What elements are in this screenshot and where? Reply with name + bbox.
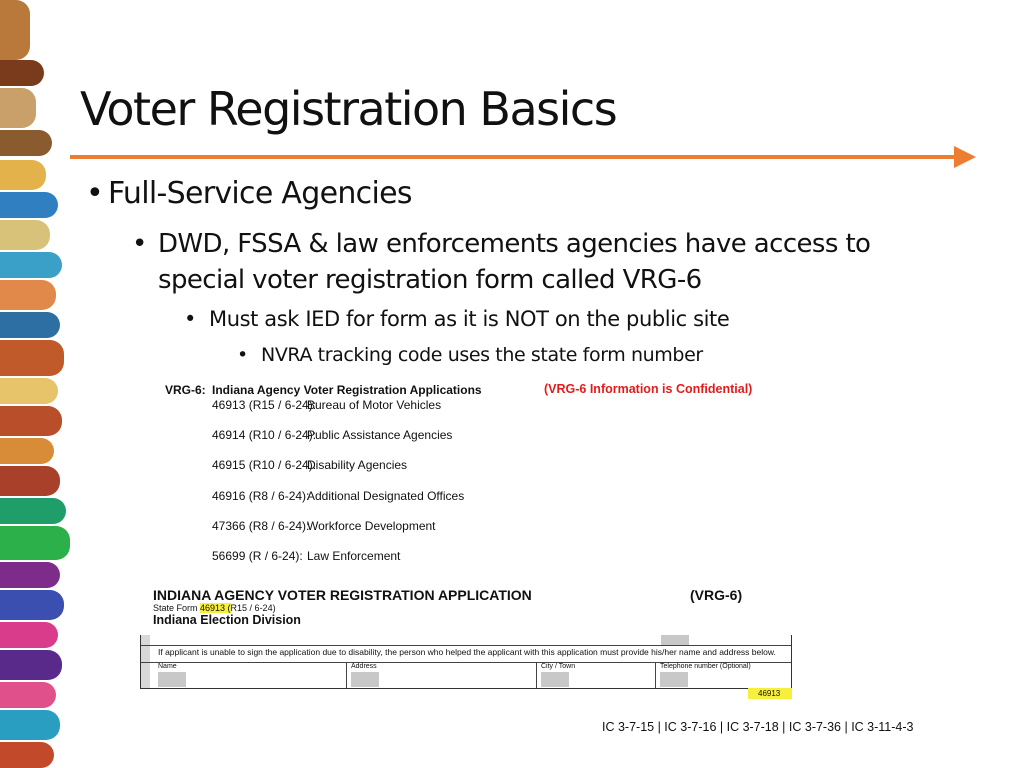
bullet-level-3: [184, 307, 729, 331]
state-form-number: [153, 603, 276, 613]
column-divider: [655, 663, 656, 688]
bullet-dot-icon: •: [237, 344, 248, 366]
form-code-label: (VRG-6): [690, 587, 743, 603]
agency-name: Disability Agencies: [307, 458, 408, 472]
highlighted-form-number: 46913 (: [200, 603, 231, 613]
agency-name: Public Assistance Agencies: [307, 428, 453, 442]
vrg6-form-header-image: [140, 585, 792, 705]
bullet-text: NVRA tracking code uses the state form number: [261, 344, 703, 366]
vrg6-form-list-image: [160, 380, 780, 570]
helper-info-table: [140, 635, 792, 689]
election-division: Indiana Election Division: [153, 613, 301, 627]
bullet-text: Full-Service Agencies: [108, 176, 412, 211]
bullet-level-2: [132, 226, 958, 298]
helper-note: If applicant is unable to sign the application due to disability, the person who helped the applicant with this application must provide his/her name and address below.: [158, 647, 776, 657]
form-code-row: [212, 519, 436, 533]
decorative-book-strip: [0, 0, 72, 768]
form-code: 46916 (R8 / 6-24):: [212, 489, 310, 503]
form-code: 47366 (R8 / 6-24):: [212, 519, 310, 533]
shaded-box: [660, 672, 688, 687]
shaded-box: [541, 672, 569, 687]
vrg6-heading: Indiana Agency Voter Registration Applications: [212, 383, 482, 397]
form-code-row: [212, 428, 452, 442]
form-title: INDIANA AGENCY VOTER REGISTRATION APPLICATION: [153, 587, 532, 603]
arrow-head-icon: [954, 146, 976, 168]
form-code-row: [212, 458, 407, 472]
shaded-box: [158, 672, 186, 687]
agency-name: Additional Designated Offices: [307, 489, 465, 503]
agency-name: Workforce Development: [307, 519, 436, 533]
form-number-tag: 46913: [748, 688, 792, 699]
agency-name: Law Enforcement: [307, 549, 401, 563]
form-code: 46913 (R15 / 6-24):: [212, 398, 317, 412]
bullet-dot-icon: •: [86, 176, 103, 211]
state-form-suffix: R15 / 6-24): [230, 603, 276, 613]
bullet-dot-icon: •: [132, 229, 147, 259]
form-code-row: [212, 489, 464, 503]
form-code: 46914 (R10 / 6-24):: [212, 428, 317, 442]
form-code: 56699 (R / 6-24):: [212, 549, 303, 563]
form-code-row: [212, 549, 400, 563]
bullet-dot-icon: •: [184, 307, 196, 331]
state-form-prefix: State Form: [153, 603, 201, 613]
bullet-level-4: [237, 344, 703, 366]
column-name: Name: [158, 663, 177, 670]
title-divider-line: [70, 155, 958, 159]
bullet-level-1: [86, 176, 412, 211]
legal-citations: IC 3-7-15 | IC 3-7-16 | IC 3-7-18 | IC 3-7-36 | IC 3-11-4-3: [602, 720, 914, 734]
form-code-row: [212, 398, 441, 412]
bullet-text: Must ask IED for form as it is NOT on the public site: [209, 307, 730, 331]
column-telephone: Telephone number (Optional): [660, 663, 751, 670]
vrg6-label: VRG-6:: [165, 383, 206, 397]
column-divider: [346, 663, 347, 688]
column-address: Address: [351, 663, 377, 670]
bullet-text: DWD, FSSA & law enforcements agencies have access to special voter registration form called VRG-6: [158, 229, 871, 295]
column-city: City / Town: [541, 663, 576, 670]
form-code: 46915 (R10 / 6-24):: [212, 458, 317, 472]
agency-name: Bureau of Motor Vehicles: [307, 398, 442, 412]
shaded-box: [351, 672, 379, 687]
confidential-note: (VRG-6 Information is Confidential): [544, 382, 753, 396]
slide-title: Voter Registration Basics: [80, 82, 617, 136]
shaded-box: [661, 635, 689, 645]
column-divider: [536, 663, 537, 688]
